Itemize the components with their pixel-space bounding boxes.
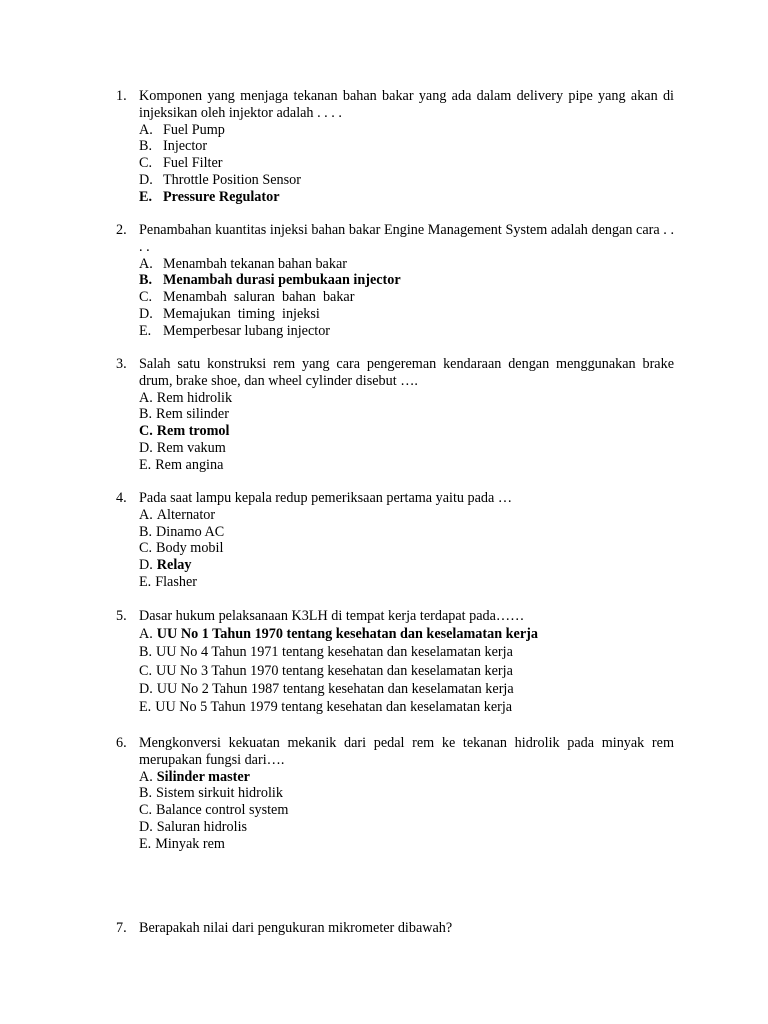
option-a-answer: A. Silinder master — [139, 768, 250, 785]
question-text: Komponen yang menjaga tekanan bahan bakar yang ada dalam delivery pipe yang akan di injeksikan oleh injektor adalah . . . . — [139, 88, 674, 121]
option-b: B. UU No 4 Tahun 1971 tentang kesehatan dan keselamatan kerja — [139, 644, 513, 661]
option-e-answer: E. Pressure Regulator — [139, 188, 280, 205]
option-b: B. Sistem sirkuit hidrolik — [139, 785, 283, 802]
option-d: D. Memajukan timing injeksi — [139, 305, 320, 322]
question-number: 2. — [116, 222, 127, 238]
option-b: B. Rem silinder — [139, 406, 229, 423]
question-7 — [116, 920, 674, 937]
option-a: A. Menambah tekanan bahan bakar — [139, 255, 347, 272]
option-d: D. Rem vakum — [139, 439, 226, 456]
question-text: Penambahan kuantitas injeksi bahan bakar Engine Management System adalah dengan cara . . . . — [139, 222, 674, 255]
option-a: A. Alternator — [139, 506, 216, 523]
option-e: E. Minyak rem — [139, 835, 225, 852]
option-e: E. Memperbesar lubang injector — [139, 322, 331, 339]
option-d: D. Throttle Position Sensor — [139, 171, 301, 188]
option-d-answer: D. Relay — [139, 557, 192, 574]
question-number: 1. — [116, 88, 127, 104]
question-number: 6. — [116, 735, 127, 751]
option-a: A. Fuel Pump — [139, 121, 225, 138]
option-a-answer: A. UU No 1 Tahun 1970 tentang kesehatan dan keselamatan kerja — [139, 626, 538, 643]
option-b: B. Dinamo AC — [139, 523, 225, 540]
option-c: C. Body mobil — [139, 540, 224, 557]
option-e: E. Flasher — [139, 573, 197, 590]
question-text: Dasar hukum pelaksanaan K3LH di tempat kerja terdapat pada…… — [139, 608, 525, 624]
question-text: Mengkonversi kekuatan mekanik dari pedal rem ke tekanan hidrolik pada minyak rem merupakan fungsi dari…. — [139, 735, 674, 768]
option-d: D. Saluran hidrolis — [139, 818, 248, 835]
option-c: C. Balance control system — [139, 802, 289, 819]
option-c: C. Menambah saluran bahan bakar — [139, 289, 355, 306]
question-6 — [116, 735, 674, 853]
option-b-answer: B. Menambah durasi pembukaan injector — [139, 272, 401, 289]
question-number: 3. — [116, 356, 127, 372]
option-a: A. Rem hidrolik — [139, 389, 233, 406]
question-5 — [116, 607, 674, 716]
question-number: 4. — [116, 490, 127, 506]
question-3 — [116, 356, 674, 474]
question-text: Berapakah nilai dari pengukuran mikrometer dibawah? — [139, 920, 453, 936]
option-e: E. Rem angina — [139, 456, 224, 473]
question-text: Pada saat lampu kepala redup pemeriksaan pertama yaitu pada … — [139, 490, 513, 506]
option-c-answer: C. Rem tromol — [139, 423, 230, 440]
question-4 — [116, 490, 674, 591]
question-number: 7. — [116, 920, 127, 936]
option-c: C. Fuel Filter — [139, 155, 223, 172]
option-b: B. Injector — [139, 138, 208, 155]
option-d: D. UU No 2 Tahun 1987 tentang kesehatan dan keselamatan kerja — [139, 680, 514, 697]
question-2 — [116, 222, 674, 340]
option-e: E. UU No 5 Tahun 1979 tentang kesehatan dan keselamatan kerja — [139, 699, 513, 716]
question-number: 5. — [116, 608, 127, 624]
question-1 — [116, 88, 674, 206]
option-c: C. UU No 3 Tahun 1970 tentang kesehatan dan keselamatan kerja — [139, 662, 513, 679]
question-text: Salah satu konstruksi rem yang cara pengereman kendaraan dengan menggunakan brake drum, brake shoe, dan wheel cylinder disebut …. — [139, 356, 674, 389]
